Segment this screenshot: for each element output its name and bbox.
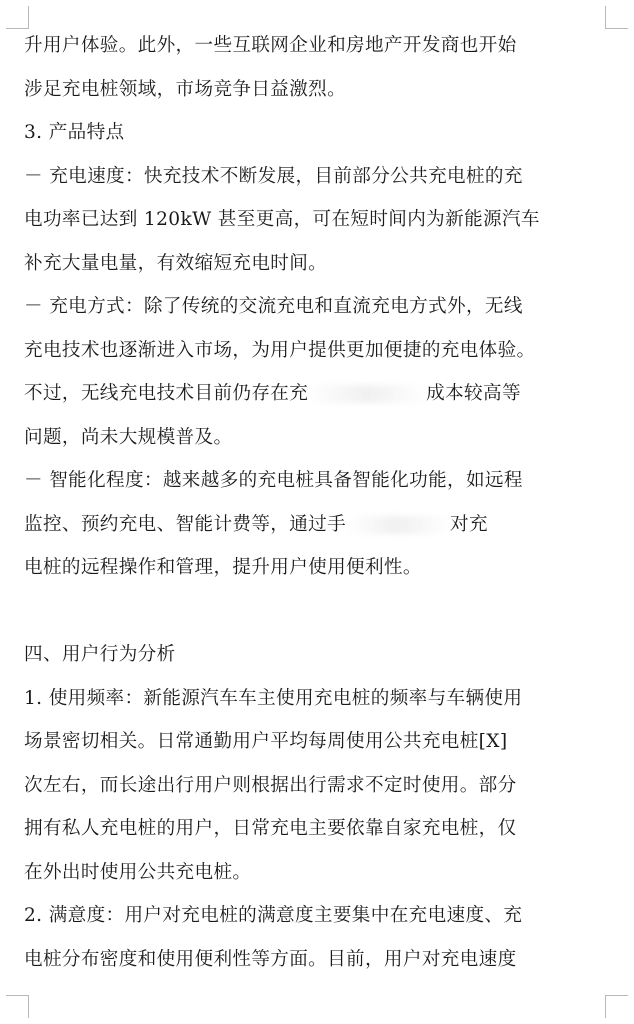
paragraph-line: 补充大量电量，有效缩短充电时间。: [24, 252, 328, 274]
paragraph-line: － 智能化程度：越来越多的充电桩具备智能化功能，如远程: [24, 470, 523, 491]
paragraph-line: － 充电速度：快充技术不断发展，目前部分公共充电桩的充: [24, 165, 523, 187]
section-heading: 四、用户行为分析: [24, 644, 176, 665]
paragraph-line: [24, 503, 606, 547]
paragraph-line: 充电技术也逐渐进入市场，为用户提供更加便捷的充电体验。: [24, 339, 536, 361]
text-segment: 监控、预约充电、智能计费等，通过手: [24, 513, 347, 535]
section-heading: 3. 产品特点: [24, 122, 125, 143]
page-corner-mark-top-right: [605, 6, 628, 29]
document-page: [24, 24, 606, 981]
paragraph-line: 电桩的远程操作和管理，提升用户使用便利性。: [24, 557, 422, 578]
paragraph-line: 电桩分布密度和使用便利性等方面。目前，用户对充电速度: [24, 948, 517, 970]
paragraph-line: 场景密切相关。日常通勤用户平均每周使用公共充电桩[X]: [24, 731, 508, 752]
paragraph-line: 升用户体验。此外，一些互联网企业和房地产开发商也开始: [24, 35, 517, 56]
blurred-text-region: [346, 516, 450, 534]
paragraph-line: 在外出时使用公共充电桩。: [24, 861, 252, 883]
paragraph-line: － 充电方式：除了传统的交流充电和直流充电方式外，无线: [24, 296, 523, 317]
page-corner-mark-bottom-right: [605, 995, 628, 1018]
blurred-text-region: [308, 385, 426, 403]
paragraph-line: 2. 满意度：用户对充电桩的满意度主要集中在充电速度、充: [24, 905, 523, 926]
paragraph-line: 次左右，而长途出行用户则根据出行需求不定时使用。部分: [24, 774, 517, 796]
text-segment: 不过，无线充电技术目前仍存在充: [24, 383, 309, 404]
page-corner-mark-bottom-left: [6, 995, 29, 1018]
paragraph-line: 拥有私人充电桩的用户，日常充电主要依靠自家充电桩，仅: [24, 818, 517, 839]
paragraph-line: 问题，尚未大规模普及。: [24, 426, 233, 448]
paragraph-line: 1. 使用频率：新能源汽车车主使用充电桩的频率与车辆使用: [24, 687, 523, 709]
paragraph-line: 涉足充电桩领域，市场竞争日益激烈。: [24, 78, 347, 100]
paragraph-line: [24, 372, 606, 416]
paragraph-line: 电功率已达到 120kW 甚至更高，可在短时间内为新能源汽车: [24, 209, 540, 230]
blank-line: [24, 590, 606, 634]
text-segment: 对充: [450, 513, 488, 535]
text-segment: 成本较高等: [426, 383, 521, 404]
